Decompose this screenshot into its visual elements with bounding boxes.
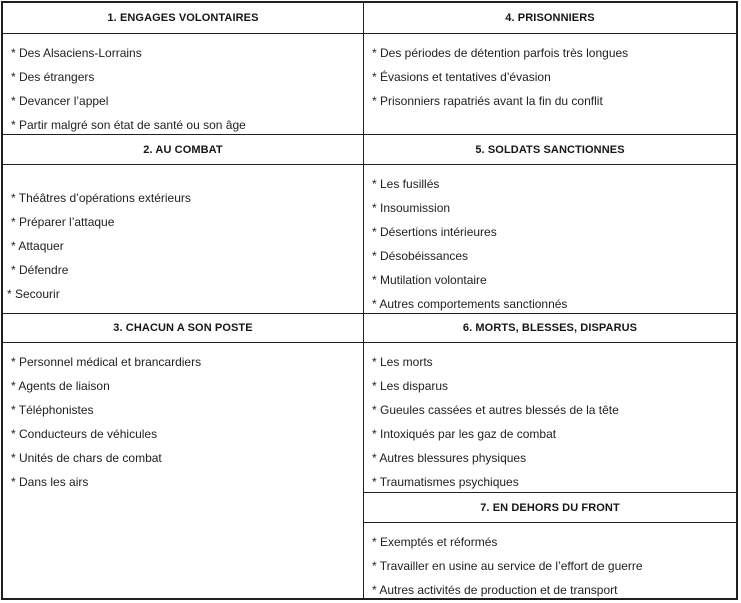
list-item: * Des Alsaciens-Lorrains — [11, 46, 142, 60]
list-item: * Des étrangers — [11, 70, 95, 84]
section-items-engages-volontaires — [3, 34, 363, 135]
section-title: 7. EN DEHORS DU FRONT — [480, 501, 620, 514]
list-item: * Mutilation volontaire — [372, 273, 487, 287]
table-column-right — [364, 3, 736, 598]
list-item: * Devancer l’appel — [11, 94, 109, 108]
list-item: * Des périodes de détention parfois très longues — [372, 46, 629, 60]
list-item: * Travailler en usine au service de l’effort de guerre — [372, 559, 643, 573]
section-items-soldats-sanctionnes — [364, 165, 736, 314]
list-item: * Traumatismes psychiques — [372, 475, 519, 489]
section-items-en-dehors-du-front — [364, 523, 736, 598]
list-item: * Désobéissances — [372, 249, 469, 263]
section-items-chacun-a-son-poste — [3, 343, 363, 598]
list-item: * Téléphonistes — [11, 403, 94, 417]
list-item: * Les disparus — [372, 379, 449, 393]
section-header-au-combat — [3, 135, 363, 165]
section-header-prisonniers — [364, 3, 736, 34]
list-item: * Gueules cassées et autres blessés de la tête — [372, 403, 619, 417]
section-title: 3. CHACUN A SON POSTE — [113, 322, 253, 334]
section-items-prisonniers — [364, 34, 736, 135]
section-header-en-dehors-du-front — [364, 493, 736, 523]
section-header-morts-blesses-disparus — [364, 314, 736, 343]
section-header-engages-volontaires — [3, 3, 363, 34]
section-title: 1. ENGAGES VOLONTAIRES — [107, 12, 259, 24]
list-item: * Unités de chars de combat — [11, 451, 162, 465]
list-item: * Prisonniers rapatriés avant la fin du conflit — [372, 94, 603, 108]
list-item: * Agents de liaison — [11, 379, 110, 393]
table-column-left — [3, 3, 364, 598]
list-item: * Insoumission — [372, 201, 451, 215]
section-header-chacun-a-son-poste — [3, 314, 363, 343]
section-items-morts-blesses-disparus — [364, 343, 736, 493]
section-title: 6. MORTS, BLESSES, DISPARUS — [462, 322, 638, 334]
list-item: * Attaquer — [11, 239, 64, 253]
list-item: * Conducteurs de véhicules — [11, 427, 158, 441]
list-item: * Préparer l’attaque — [11, 215, 115, 229]
list-item: * Théâtres d’opérations extérieurs — [11, 191, 191, 205]
section-title: 4. PRISONNIERS — [505, 12, 595, 24]
list-item: * Les fusillés — [372, 177, 440, 191]
list-item: * Partir malgré son état de santé ou son âge — [11, 118, 246, 132]
section-header-soldats-sanctionnes — [364, 135, 736, 165]
section-title: 2. AU COMBAT — [143, 143, 223, 156]
list-item: * Évasions et tentatives d’évasion — [372, 70, 551, 84]
list-item: * Autres blessures physiques — [372, 451, 527, 465]
list-item: * Les morts — [372, 355, 433, 369]
section-items-au-combat — [3, 165, 363, 314]
section-title: 5. SOLDATS SANCTIONNES — [475, 143, 625, 156]
list-item: * Désertions intérieures — [372, 225, 497, 239]
list-item: * Défendre — [11, 263, 69, 277]
list-item: * Autres activités de production et de transport — [372, 583, 618, 597]
categories-table — [1, 1, 738, 600]
list-item: * Personnel médical et brancardiers — [11, 355, 202, 369]
list-item: * Intoxiqués par les gaz de combat — [372, 427, 557, 441]
list-item: * Autres comportements sanctionnés — [372, 297, 568, 311]
list-item: * Exemptés et réformés — [372, 535, 498, 549]
list-item: * Secourir — [7, 287, 60, 301]
list-item: * Dans les airs — [11, 475, 89, 489]
